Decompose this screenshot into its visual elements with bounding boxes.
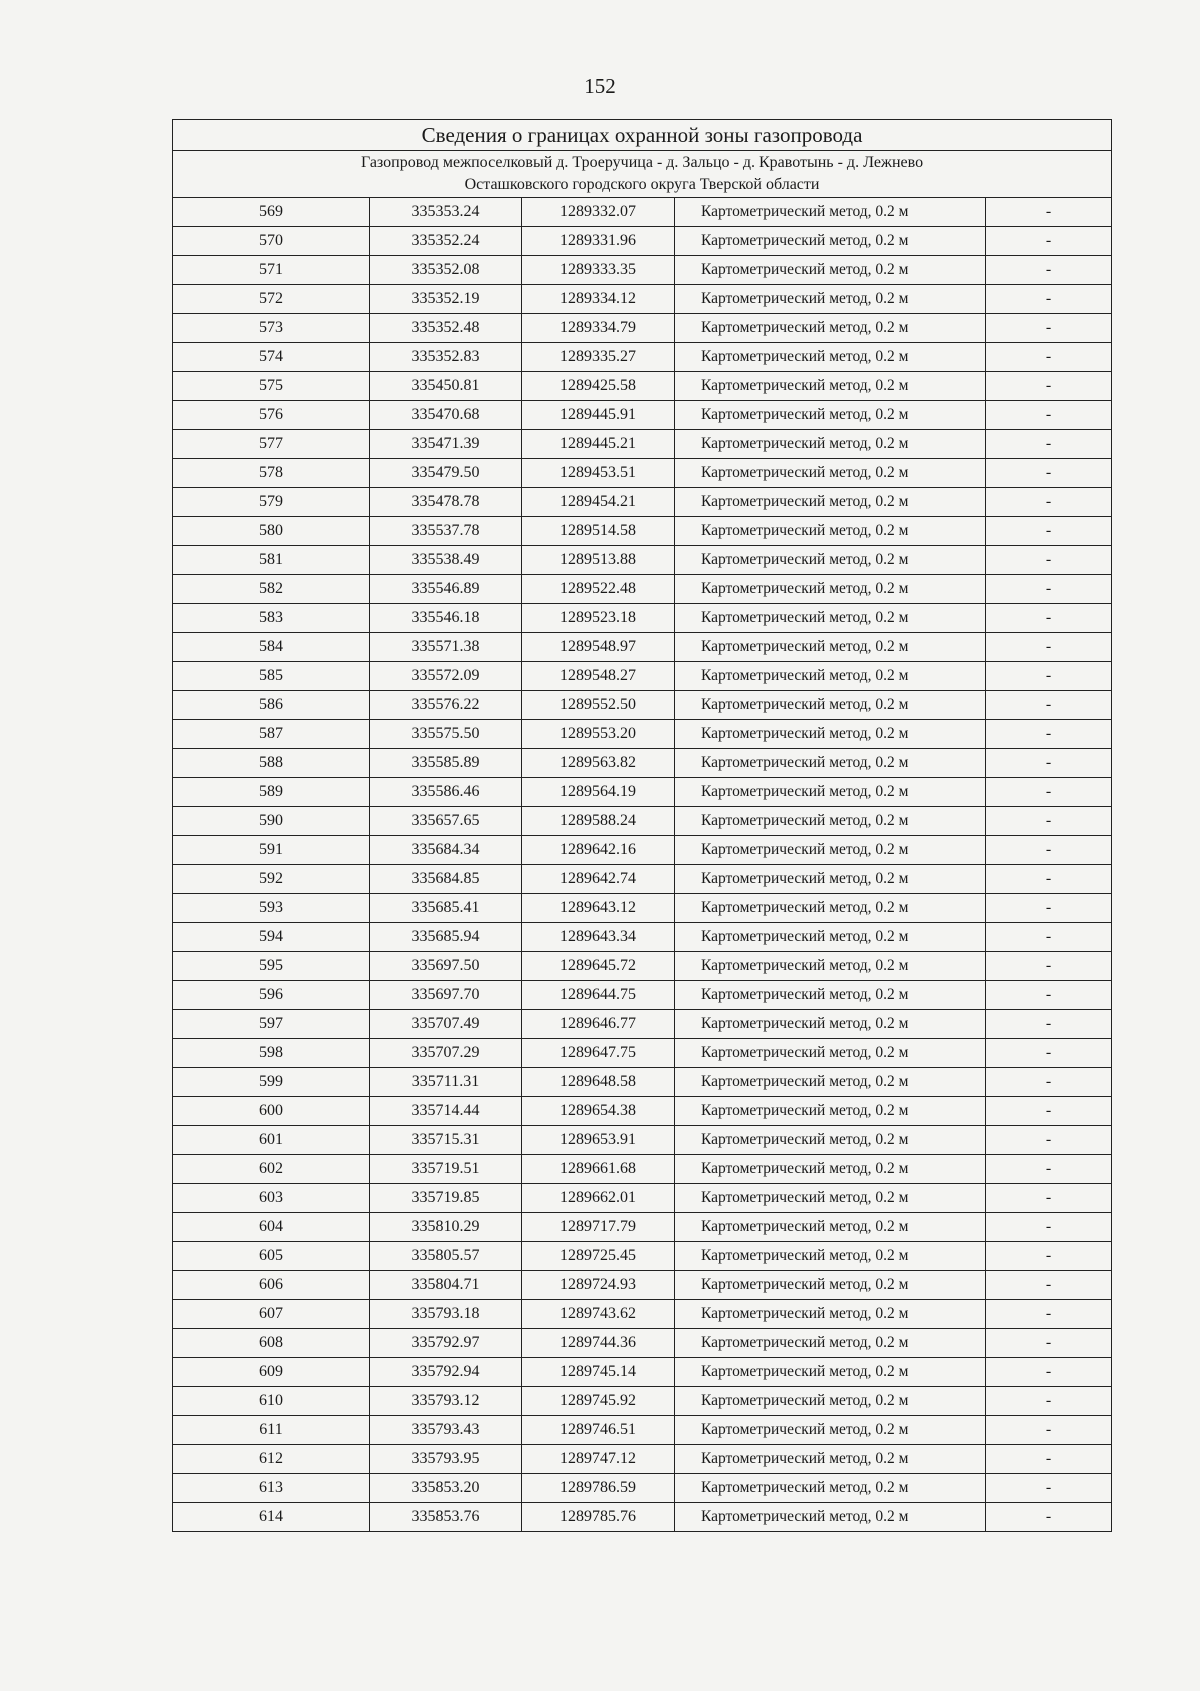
table-row — [173, 1329, 1112, 1358]
point-number-cell: 610 — [173, 1387, 370, 1416]
extra-cell: - — [986, 198, 1112, 227]
method-cell: Картометрический метод, 0.2 м — [675, 923, 986, 952]
method-cell: Картометрический метод, 0.2 м — [675, 343, 986, 372]
method-cell: Картометрический метод, 0.2 м — [675, 1097, 986, 1126]
x-coordinate-cell: 335450.81 — [370, 372, 522, 401]
x-coordinate-cell: 335853.20 — [370, 1474, 522, 1503]
extra-cell: - — [986, 430, 1112, 459]
x-coordinate-cell: 335685.41 — [370, 894, 522, 923]
y-coordinate-cell: 1289334.12 — [522, 285, 675, 314]
extra-cell: - — [986, 1300, 1112, 1329]
subtitle-line-2: Осташковского городского округа Тверской области — [464, 176, 820, 193]
y-coordinate-cell: 1289453.51 — [522, 459, 675, 488]
y-coordinate-cell: 1289654.38 — [522, 1097, 675, 1126]
table-row — [173, 1039, 1112, 1068]
y-coordinate-cell: 1289454.21 — [522, 488, 675, 517]
method-cell: Картометрический метод, 0.2 м — [675, 604, 986, 633]
y-coordinate-cell: 1289334.79 — [522, 314, 675, 343]
method-cell: Картометрический метод, 0.2 м — [675, 430, 986, 459]
point-number-cell: 611 — [173, 1416, 370, 1445]
y-coordinate-cell: 1289564.19 — [522, 778, 675, 807]
table-row — [173, 314, 1112, 343]
y-coordinate-cell: 1289523.18 — [522, 604, 675, 633]
y-coordinate-cell: 1289747.12 — [522, 1445, 675, 1474]
point-number-cell: 583 — [173, 604, 370, 633]
x-coordinate-cell: 335479.50 — [370, 459, 522, 488]
x-coordinate-cell: 335715.31 — [370, 1126, 522, 1155]
extra-cell: - — [986, 1387, 1112, 1416]
method-cell: Картометрический метод, 0.2 м — [675, 633, 986, 662]
point-number-cell: 575 — [173, 372, 370, 401]
x-coordinate-cell: 335575.50 — [370, 720, 522, 749]
table-row — [173, 517, 1112, 546]
x-coordinate-cell: 335719.51 — [370, 1155, 522, 1184]
method-cell: Картометрический метод, 0.2 м — [675, 1445, 986, 1474]
y-coordinate-cell: 1289662.01 — [522, 1184, 675, 1213]
x-coordinate-cell: 335793.18 — [370, 1300, 522, 1329]
extra-cell: - — [986, 1474, 1112, 1503]
method-cell: Картометрический метод, 0.2 м — [675, 1329, 986, 1358]
table-subtitle — [173, 151, 1112, 198]
x-coordinate-cell: 335684.85 — [370, 865, 522, 894]
y-coordinate-cell: 1289646.77 — [522, 1010, 675, 1039]
table-row — [173, 952, 1112, 981]
extra-cell: - — [986, 488, 1112, 517]
table-row — [173, 1010, 1112, 1039]
extra-cell: - — [986, 1503, 1112, 1532]
point-number-cell: 594 — [173, 923, 370, 952]
method-cell: Картометрический метод, 0.2 м — [675, 372, 986, 401]
point-number-cell: 582 — [173, 575, 370, 604]
table-row — [173, 1445, 1112, 1474]
method-cell: Картометрический метод, 0.2 м — [675, 1039, 986, 1068]
point-number-cell: 607 — [173, 1300, 370, 1329]
method-cell: Картометрический метод, 0.2 м — [675, 981, 986, 1010]
method-cell: Картометрический метод, 0.2 м — [675, 894, 986, 923]
extra-cell: - — [986, 836, 1112, 865]
method-cell: Картометрический метод, 0.2 м — [675, 691, 986, 720]
x-coordinate-cell: 335719.85 — [370, 1184, 522, 1213]
method-cell: Картометрический метод, 0.2 м — [675, 488, 986, 517]
boundary-table — [172, 119, 1112, 1532]
point-number-cell: 592 — [173, 865, 370, 894]
x-coordinate-cell: 335793.95 — [370, 1445, 522, 1474]
x-coordinate-cell: 335586.46 — [370, 778, 522, 807]
y-coordinate-cell: 1289563.82 — [522, 749, 675, 778]
table-row — [173, 749, 1112, 778]
point-number-cell: 612 — [173, 1445, 370, 1474]
method-cell: Картометрический метод, 0.2 м — [675, 1068, 986, 1097]
y-coordinate-cell: 1289548.97 — [522, 633, 675, 662]
x-coordinate-cell: 335546.18 — [370, 604, 522, 633]
method-cell: Картометрический метод, 0.2 м — [675, 198, 986, 227]
subtitle-line-1: Газопровод межпоселковый д. Троеручица - д. Зальцо - д. Кравотынь - д. Лежнево — [360, 154, 924, 171]
x-coordinate-cell: 335576.22 — [370, 691, 522, 720]
extra-cell: - — [986, 285, 1112, 314]
x-coordinate-cell: 335707.49 — [370, 1010, 522, 1039]
x-coordinate-cell: 335697.70 — [370, 981, 522, 1010]
x-coordinate-cell: 335853.76 — [370, 1503, 522, 1532]
extra-cell: - — [986, 1068, 1112, 1097]
method-cell: Картометрический метод, 0.2 м — [675, 1503, 986, 1532]
extra-cell: - — [986, 720, 1112, 749]
method-cell: Картометрический метод, 0.2 м — [675, 807, 986, 836]
extra-cell: - — [986, 633, 1112, 662]
x-coordinate-cell: 335546.89 — [370, 575, 522, 604]
y-coordinate-cell: 1289553.20 — [522, 720, 675, 749]
extra-cell: - — [986, 343, 1112, 372]
extra-cell: - — [986, 256, 1112, 285]
extra-cell: - — [986, 662, 1112, 691]
x-coordinate-cell: 335792.94 — [370, 1358, 522, 1387]
y-coordinate-cell: 1289331.96 — [522, 227, 675, 256]
x-coordinate-cell: 335571.38 — [370, 633, 522, 662]
point-number-cell: 613 — [173, 1474, 370, 1503]
y-coordinate-cell: 1289717.79 — [522, 1213, 675, 1242]
extra-cell: - — [986, 1242, 1112, 1271]
method-cell: Картометрический метод, 0.2 м — [675, 662, 986, 691]
table-row — [173, 372, 1112, 401]
y-coordinate-cell: 1289724.93 — [522, 1271, 675, 1300]
table-row — [173, 1358, 1112, 1387]
point-number-cell: 570 — [173, 227, 370, 256]
y-coordinate-cell: 1289588.24 — [522, 807, 675, 836]
table-row — [173, 1213, 1112, 1242]
y-coordinate-cell: 1289643.12 — [522, 894, 675, 923]
method-cell: Картометрический метод, 0.2 м — [675, 1358, 986, 1387]
table-row — [173, 1242, 1112, 1271]
point-number-cell: 580 — [173, 517, 370, 546]
x-coordinate-cell: 335793.12 — [370, 1387, 522, 1416]
point-number-cell: 579 — [173, 488, 370, 517]
table-row — [173, 604, 1112, 633]
table-row — [173, 401, 1112, 430]
extra-cell: - — [986, 459, 1112, 488]
y-coordinate-cell: 1289661.68 — [522, 1155, 675, 1184]
point-number-cell: 614 — [173, 1503, 370, 1532]
x-coordinate-cell: 335470.68 — [370, 401, 522, 430]
method-cell: Картометрический метод, 0.2 м — [675, 865, 986, 894]
extra-cell: - — [986, 314, 1112, 343]
y-coordinate-cell: 1289514.58 — [522, 517, 675, 546]
point-number-cell: 593 — [173, 894, 370, 923]
table-row — [173, 1126, 1112, 1155]
point-number-cell: 572 — [173, 285, 370, 314]
table-subtitle-row — [173, 151, 1112, 198]
table-row — [173, 923, 1112, 952]
x-coordinate-cell: 335352.24 — [370, 227, 522, 256]
method-cell: Картометрический метод, 0.2 м — [675, 459, 986, 488]
table-row — [173, 836, 1112, 865]
extra-cell: - — [986, 575, 1112, 604]
extra-cell: - — [986, 1010, 1112, 1039]
point-number-cell: 587 — [173, 720, 370, 749]
method-cell: Картометрический метод, 0.2 м — [675, 1416, 986, 1445]
table-row — [173, 720, 1112, 749]
method-cell: Картометрический метод, 0.2 м — [675, 256, 986, 285]
point-number-cell: 584 — [173, 633, 370, 662]
table-row — [173, 256, 1112, 285]
method-cell: Картометрический метод, 0.2 м — [675, 517, 986, 546]
table-row — [173, 343, 1112, 372]
y-coordinate-cell: 1289445.21 — [522, 430, 675, 459]
method-cell: Картометрический метод, 0.2 м — [675, 1184, 986, 1213]
y-coordinate-cell: 1289552.50 — [522, 691, 675, 720]
method-cell: Картометрический метод, 0.2 м — [675, 778, 986, 807]
extra-cell: - — [986, 372, 1112, 401]
y-coordinate-cell: 1289425.58 — [522, 372, 675, 401]
point-number-cell: 604 — [173, 1213, 370, 1242]
table-row — [173, 778, 1112, 807]
table-row — [173, 1184, 1112, 1213]
x-coordinate-cell: 335353.24 — [370, 198, 522, 227]
extra-cell: - — [986, 1126, 1112, 1155]
x-coordinate-cell: 335478.78 — [370, 488, 522, 517]
table-row — [173, 1503, 1112, 1532]
method-cell: Картометрический метод, 0.2 м — [675, 1242, 986, 1271]
method-cell: Картометрический метод, 0.2 м — [675, 1300, 986, 1329]
method-cell: Картометрический метод, 0.2 м — [675, 836, 986, 865]
extra-cell: - — [986, 546, 1112, 575]
table-row — [173, 981, 1112, 1010]
table-row — [173, 1271, 1112, 1300]
y-coordinate-cell: 1289744.36 — [522, 1329, 675, 1358]
y-coordinate-cell: 1289335.27 — [522, 343, 675, 372]
point-number-cell: 578 — [173, 459, 370, 488]
extra-cell: - — [986, 227, 1112, 256]
method-cell: Картометрический метод, 0.2 м — [675, 1271, 986, 1300]
extra-cell: - — [986, 401, 1112, 430]
table-row — [173, 691, 1112, 720]
table-row — [173, 459, 1112, 488]
extra-cell: - — [986, 1358, 1112, 1387]
y-coordinate-cell: 1289548.27 — [522, 662, 675, 691]
table-row — [173, 430, 1112, 459]
table-row — [173, 1474, 1112, 1503]
y-coordinate-cell: 1289725.45 — [522, 1242, 675, 1271]
extra-cell: - — [986, 1039, 1112, 1068]
x-coordinate-cell: 335352.08 — [370, 256, 522, 285]
table-row — [173, 894, 1112, 923]
point-number-cell: 576 — [173, 401, 370, 430]
point-number-cell: 602 — [173, 1155, 370, 1184]
table-row — [173, 865, 1112, 894]
point-number-cell: 591 — [173, 836, 370, 865]
extra-cell: - — [986, 894, 1112, 923]
point-number-cell: 600 — [173, 1097, 370, 1126]
x-coordinate-cell: 335537.78 — [370, 517, 522, 546]
point-number-cell: 577 — [173, 430, 370, 459]
point-number-cell: 597 — [173, 1010, 370, 1039]
method-cell: Картометрический метод, 0.2 м — [675, 720, 986, 749]
table-row — [173, 285, 1112, 314]
x-coordinate-cell: 335804.71 — [370, 1271, 522, 1300]
point-number-cell: 574 — [173, 343, 370, 372]
x-coordinate-cell: 335585.89 — [370, 749, 522, 778]
x-coordinate-cell: 335538.49 — [370, 546, 522, 575]
x-coordinate-cell: 335793.43 — [370, 1416, 522, 1445]
method-cell: Картометрический метод, 0.2 м — [675, 401, 986, 430]
table-row — [173, 662, 1112, 691]
y-coordinate-cell: 1289644.75 — [522, 981, 675, 1010]
table-row — [173, 1155, 1112, 1184]
y-coordinate-cell: 1289746.51 — [522, 1416, 675, 1445]
table-row — [173, 488, 1112, 517]
y-coordinate-cell: 1289513.88 — [522, 546, 675, 575]
point-number-cell: 573 — [173, 314, 370, 343]
x-coordinate-cell: 335805.57 — [370, 1242, 522, 1271]
method-cell: Картометрический метод, 0.2 м — [675, 1126, 986, 1155]
point-number-cell: 601 — [173, 1126, 370, 1155]
y-coordinate-cell: 1289445.91 — [522, 401, 675, 430]
x-coordinate-cell: 335352.83 — [370, 343, 522, 372]
table-title: Сведения о границах охранной зоны газопровода — [173, 120, 1112, 151]
y-coordinate-cell: 1289743.62 — [522, 1300, 675, 1329]
extra-cell: - — [986, 1184, 1112, 1213]
extra-cell: - — [986, 691, 1112, 720]
extra-cell: - — [986, 952, 1112, 981]
x-coordinate-cell: 335572.09 — [370, 662, 522, 691]
table-row — [173, 575, 1112, 604]
point-number-cell: 588 — [173, 749, 370, 778]
x-coordinate-cell: 335707.29 — [370, 1039, 522, 1068]
y-coordinate-cell: 1289653.91 — [522, 1126, 675, 1155]
y-coordinate-cell: 1289645.72 — [522, 952, 675, 981]
extra-cell: - — [986, 865, 1112, 894]
x-coordinate-cell: 335792.97 — [370, 1329, 522, 1358]
table-row — [173, 1387, 1112, 1416]
point-number-cell: 596 — [173, 981, 370, 1010]
extra-cell: - — [986, 1097, 1112, 1126]
extra-cell: - — [986, 1445, 1112, 1474]
table-row — [173, 1300, 1112, 1329]
table-row — [173, 807, 1112, 836]
table-row — [173, 546, 1112, 575]
point-number-cell: 605 — [173, 1242, 370, 1271]
table-row — [173, 227, 1112, 256]
x-coordinate-cell: 335810.29 — [370, 1213, 522, 1242]
point-number-cell: 589 — [173, 778, 370, 807]
point-number-cell: 571 — [173, 256, 370, 285]
extra-cell: - — [986, 1416, 1112, 1445]
y-coordinate-cell: 1289642.16 — [522, 836, 675, 865]
table-row — [173, 1068, 1112, 1097]
table-row — [173, 1416, 1112, 1445]
extra-cell: - — [986, 1329, 1112, 1358]
extra-cell: - — [986, 807, 1112, 836]
extra-cell: - — [986, 604, 1112, 633]
method-cell: Картометрический метод, 0.2 м — [675, 1155, 986, 1184]
point-number-cell: 603 — [173, 1184, 370, 1213]
extra-cell: - — [986, 981, 1112, 1010]
method-cell: Картометрический метод, 0.2 м — [675, 1474, 986, 1503]
method-cell: Картометрический метод, 0.2 м — [675, 227, 986, 256]
extra-cell: - — [986, 1155, 1112, 1184]
method-cell: Картометрический метод, 0.2 м — [675, 285, 986, 314]
y-coordinate-cell: 1289642.74 — [522, 865, 675, 894]
method-cell: Картометрический метод, 0.2 м — [675, 546, 986, 575]
x-coordinate-cell: 335471.39 — [370, 430, 522, 459]
y-coordinate-cell: 1289785.76 — [522, 1503, 675, 1532]
point-number-cell: 598 — [173, 1039, 370, 1068]
method-cell: Картометрический метод, 0.2 м — [675, 1010, 986, 1039]
table-row — [173, 198, 1112, 227]
method-cell: Картометрический метод, 0.2 м — [675, 1213, 986, 1242]
table-title-row — [173, 120, 1112, 151]
method-cell: Картометрический метод, 0.2 м — [675, 575, 986, 604]
x-coordinate-cell: 335697.50 — [370, 952, 522, 981]
extra-cell: - — [986, 517, 1112, 546]
point-number-cell: 606 — [173, 1271, 370, 1300]
point-number-cell: 595 — [173, 952, 370, 981]
y-coordinate-cell: 1289332.07 — [522, 198, 675, 227]
point-number-cell: 585 — [173, 662, 370, 691]
y-coordinate-cell: 1289745.14 — [522, 1358, 675, 1387]
method-cell: Картометрический метод, 0.2 м — [675, 314, 986, 343]
method-cell: Картометрический метод, 0.2 м — [675, 1387, 986, 1416]
point-number-cell: 581 — [173, 546, 370, 575]
table-row — [173, 1097, 1112, 1126]
x-coordinate-cell: 335714.44 — [370, 1097, 522, 1126]
point-number-cell: 609 — [173, 1358, 370, 1387]
x-coordinate-cell: 335352.19 — [370, 285, 522, 314]
method-cell: Картометрический метод, 0.2 м — [675, 952, 986, 981]
x-coordinate-cell: 335684.34 — [370, 836, 522, 865]
y-coordinate-cell: 1289333.35 — [522, 256, 675, 285]
y-coordinate-cell: 1289648.58 — [522, 1068, 675, 1097]
x-coordinate-cell: 335685.94 — [370, 923, 522, 952]
point-number-cell: 608 — [173, 1329, 370, 1358]
extra-cell: - — [986, 778, 1112, 807]
y-coordinate-cell: 1289786.59 — [522, 1474, 675, 1503]
x-coordinate-cell: 335657.65 — [370, 807, 522, 836]
extra-cell: - — [986, 1213, 1112, 1242]
y-coordinate-cell: 1289643.34 — [522, 923, 675, 952]
x-coordinate-cell: 335352.48 — [370, 314, 522, 343]
extra-cell: - — [986, 923, 1112, 952]
extra-cell: - — [986, 1271, 1112, 1300]
y-coordinate-cell: 1289647.75 — [522, 1039, 675, 1068]
x-coordinate-cell: 335711.31 — [370, 1068, 522, 1097]
point-number-cell: 586 — [173, 691, 370, 720]
y-coordinate-cell: 1289745.92 — [522, 1387, 675, 1416]
page-number: 152 — [584, 74, 616, 98]
table-row — [173, 633, 1112, 662]
method-cell: Картометрический метод, 0.2 м — [675, 749, 986, 778]
y-coordinate-cell: 1289522.48 — [522, 575, 675, 604]
point-number-cell: 569 — [173, 198, 370, 227]
point-number-cell: 590 — [173, 807, 370, 836]
point-number-cell: 599 — [173, 1068, 370, 1097]
extra-cell: - — [986, 749, 1112, 778]
